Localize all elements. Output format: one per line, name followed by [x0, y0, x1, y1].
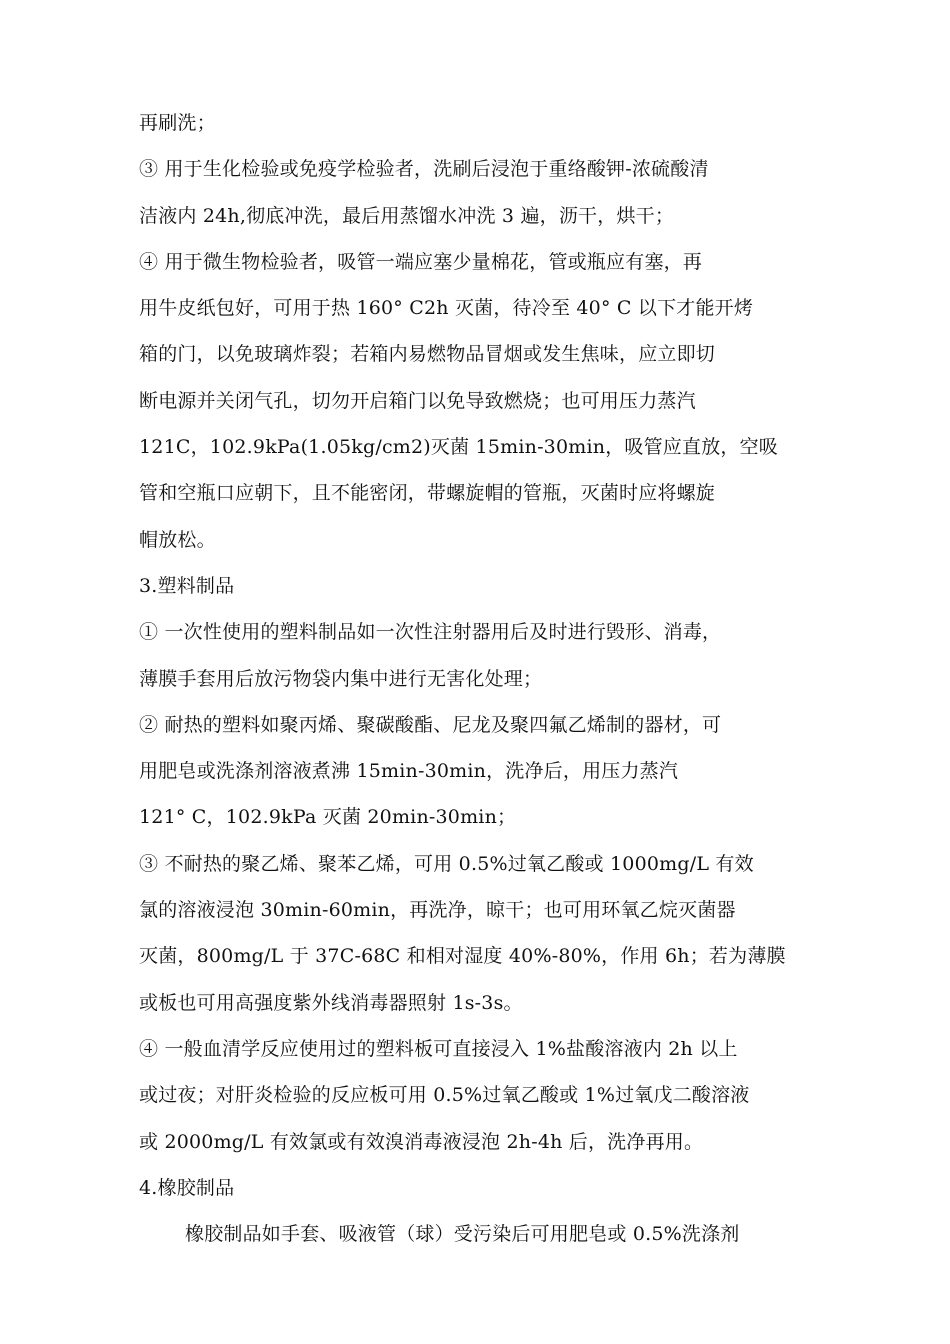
- text-line: 洁液内 24h,彻底冲洗，最后用蒸馏水冲洗 3 遍，沥干，烘干；: [139, 204, 675, 227]
- text-line: 箱的门，以免玻璃炸裂；若箱内易燃物品冒烟或发生焦味，应立即切: [139, 343, 716, 366]
- text-line: ④ 用于微生物检验者，吸管一端应塞少量棉花，管或瓶应有塞，再: [139, 250, 703, 273]
- text-line: 断电源并关闭气孔，切勿开启箱门以免导致燃烧；也可用压力蒸汽: [139, 389, 696, 412]
- section-heading: 3.塑料制品: [139, 574, 235, 597]
- text-line: 或过夜；对肝炎检验的反应板可用 0.5%过氧乙酸或 1%过氧戊二酸溶液: [139, 1084, 750, 1107]
- text-line: 或 2000mg/L 有效氯或有效溴消毒液浸泡 2h-4h 后，洗净再用。: [139, 1130, 704, 1153]
- text-line: 管和空瓶口应朝下，且不能密闭，带螺旋帽的管瓶，灭菌时应将螺旋: [139, 482, 716, 505]
- text-line: 用牛皮纸包好，可用于热 160° C2h 灭菌，待冷至 40° C 以下才能开烤: [139, 297, 754, 320]
- text-line: 121C，102.9kPa(1.05kg/cm2)灭菌 15min-30min，吸管应直放，空吸: [139, 436, 778, 459]
- text-line: 橡胶制品如手套、吸液管（球）受污染后可用肥皂或 0.5%洗涤剂: [185, 1223, 740, 1246]
- text-line: 帽放松。: [139, 528, 216, 551]
- text-line: ③ 不耐热的聚乙烯、聚苯乙烯，可用 0.5%过氧乙酸或 1000mg/L 有效: [139, 852, 754, 875]
- document-body: [139, 112, 819, 1245]
- text-line: ① 一次性使用的塑料制品如一次性注射器用后及时进行毁形、消毒，: [139, 621, 722, 644]
- text-line: ② 耐热的塑料如聚丙烯、聚碳酸酯、尼龙及聚四氟乙烯制的器材，可: [139, 713, 722, 736]
- text-line: 再刷洗；: [139, 112, 216, 134]
- text-line: 121° C，102.9kPa 灭菌 20min-30min；: [139, 806, 517, 829]
- text-line: 薄膜手套用后放污物袋内集中进行无害化处理；: [139, 667, 543, 690]
- text-line: 用肥皂或洗涤剂溶液煮沸 15min-30min，洗净后，用压力蒸汽: [139, 760, 679, 783]
- text-line: 氯的溶液浸泡 30min-60min，再洗净，晾干；也可用环氧乙烷灭菌器: [139, 899, 736, 922]
- text-line: 灭菌，800mg/L 于 37C-68C 和相对湿度 40%-80%，作用 6h；若为薄膜: [139, 945, 786, 968]
- text-line: ③ 用于生化检验或免疫学检验者，洗刷后浸泡于重络酸钾-浓硫酸清: [139, 158, 709, 181]
- text-line: 或板也可用高强度紫外线消毒器照射 1s-3s。: [139, 991, 523, 1014]
- text-line: ④ 一般血清学反应使用过的塑料板可直接浸入 1%盐酸溶液内 2h 以上: [139, 1037, 738, 1060]
- section-heading: 4.橡胶制品: [139, 1176, 235, 1199]
